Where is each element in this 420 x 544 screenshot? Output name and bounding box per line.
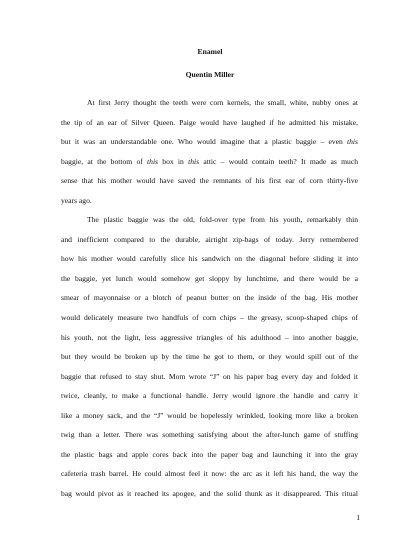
document-title: Enamel bbox=[197, 47, 223, 56]
body-line: and inefficient compared to the durable, airtight zip-bags of today. Jerry remembered bbox=[61, 234, 358, 244]
body-line: but it was an understandable one. Who would imagine that a plastic baggie – even this bbox=[61, 137, 358, 147]
body-line: baggie, at the bottom of this box in this attic – would contain teeth? It made as much bbox=[61, 156, 359, 166]
body-line: The plastic baggie was the old, fold-over type from his youth, remarkably thin bbox=[87, 215, 358, 225]
body-line: the plastic bags and apple cores back into the paper bag and launching it into the gray bbox=[61, 449, 358, 459]
body-line: bag would pivot as it reached its apogee, and the solid thunk as it disappeared. This ritual bbox=[61, 488, 358, 498]
document-body bbox=[61, 93, 358, 503]
body-line: At first Jerry thought the teeth were corn kernels, the small, white, nubby ones at bbox=[87, 98, 358, 107]
body-line: cafeteria trash barrel. He could almost feel it now: the arc as it left his hand, the way the bbox=[61, 469, 358, 479]
body-line: baggie that refused to stay shut. Mom wrote “J” on his paper bag every day and folded it bbox=[61, 371, 358, 381]
body-line: years ago. bbox=[61, 195, 92, 205]
body-line: but they would be broken up by the time he got to them, or they would spill out of the bbox=[61, 352, 358, 362]
document-author: Quentin Miller bbox=[185, 70, 235, 79]
page-number: 1 bbox=[356, 513, 360, 522]
body-line: twig than a letter. There was something satisfying about the after-lunch game of stuffing bbox=[61, 430, 358, 440]
body-line: the tip of an ear of Silver Queen. Paige would have laughed if he admitted his mistake, bbox=[61, 117, 358, 127]
body-line: how his mother would carefully slice his sandwich on the diagonal before sliding it into bbox=[61, 254, 358, 264]
body-line: smear of mayonnaise or a blotch of peanut butter on the inside of the bag. His mother bbox=[61, 293, 358, 303]
body-line: the baggie, yet lunch would somehow get sloppy by lunchtime, and there would be a bbox=[61, 273, 358, 283]
body-line: would delicately measure two handfuls of corn chips – the greasy, scoop-shaped chips of bbox=[61, 313, 358, 323]
body-line: twice, cleanly, to make a functional handle. Jerry would ignore the handle and carry it bbox=[61, 391, 358, 401]
body-line: his youth, not the light, less aggressive triangles of his adulthood – into another baggie, bbox=[61, 332, 358, 342]
body-line: sense that his mother would have saved the remnants of his first ear of corn thirty-five bbox=[61, 176, 358, 186]
body-line: like a money sack, and the “J” would be hopelessly wrinkled, looking more like a broken bbox=[61, 410, 358, 420]
